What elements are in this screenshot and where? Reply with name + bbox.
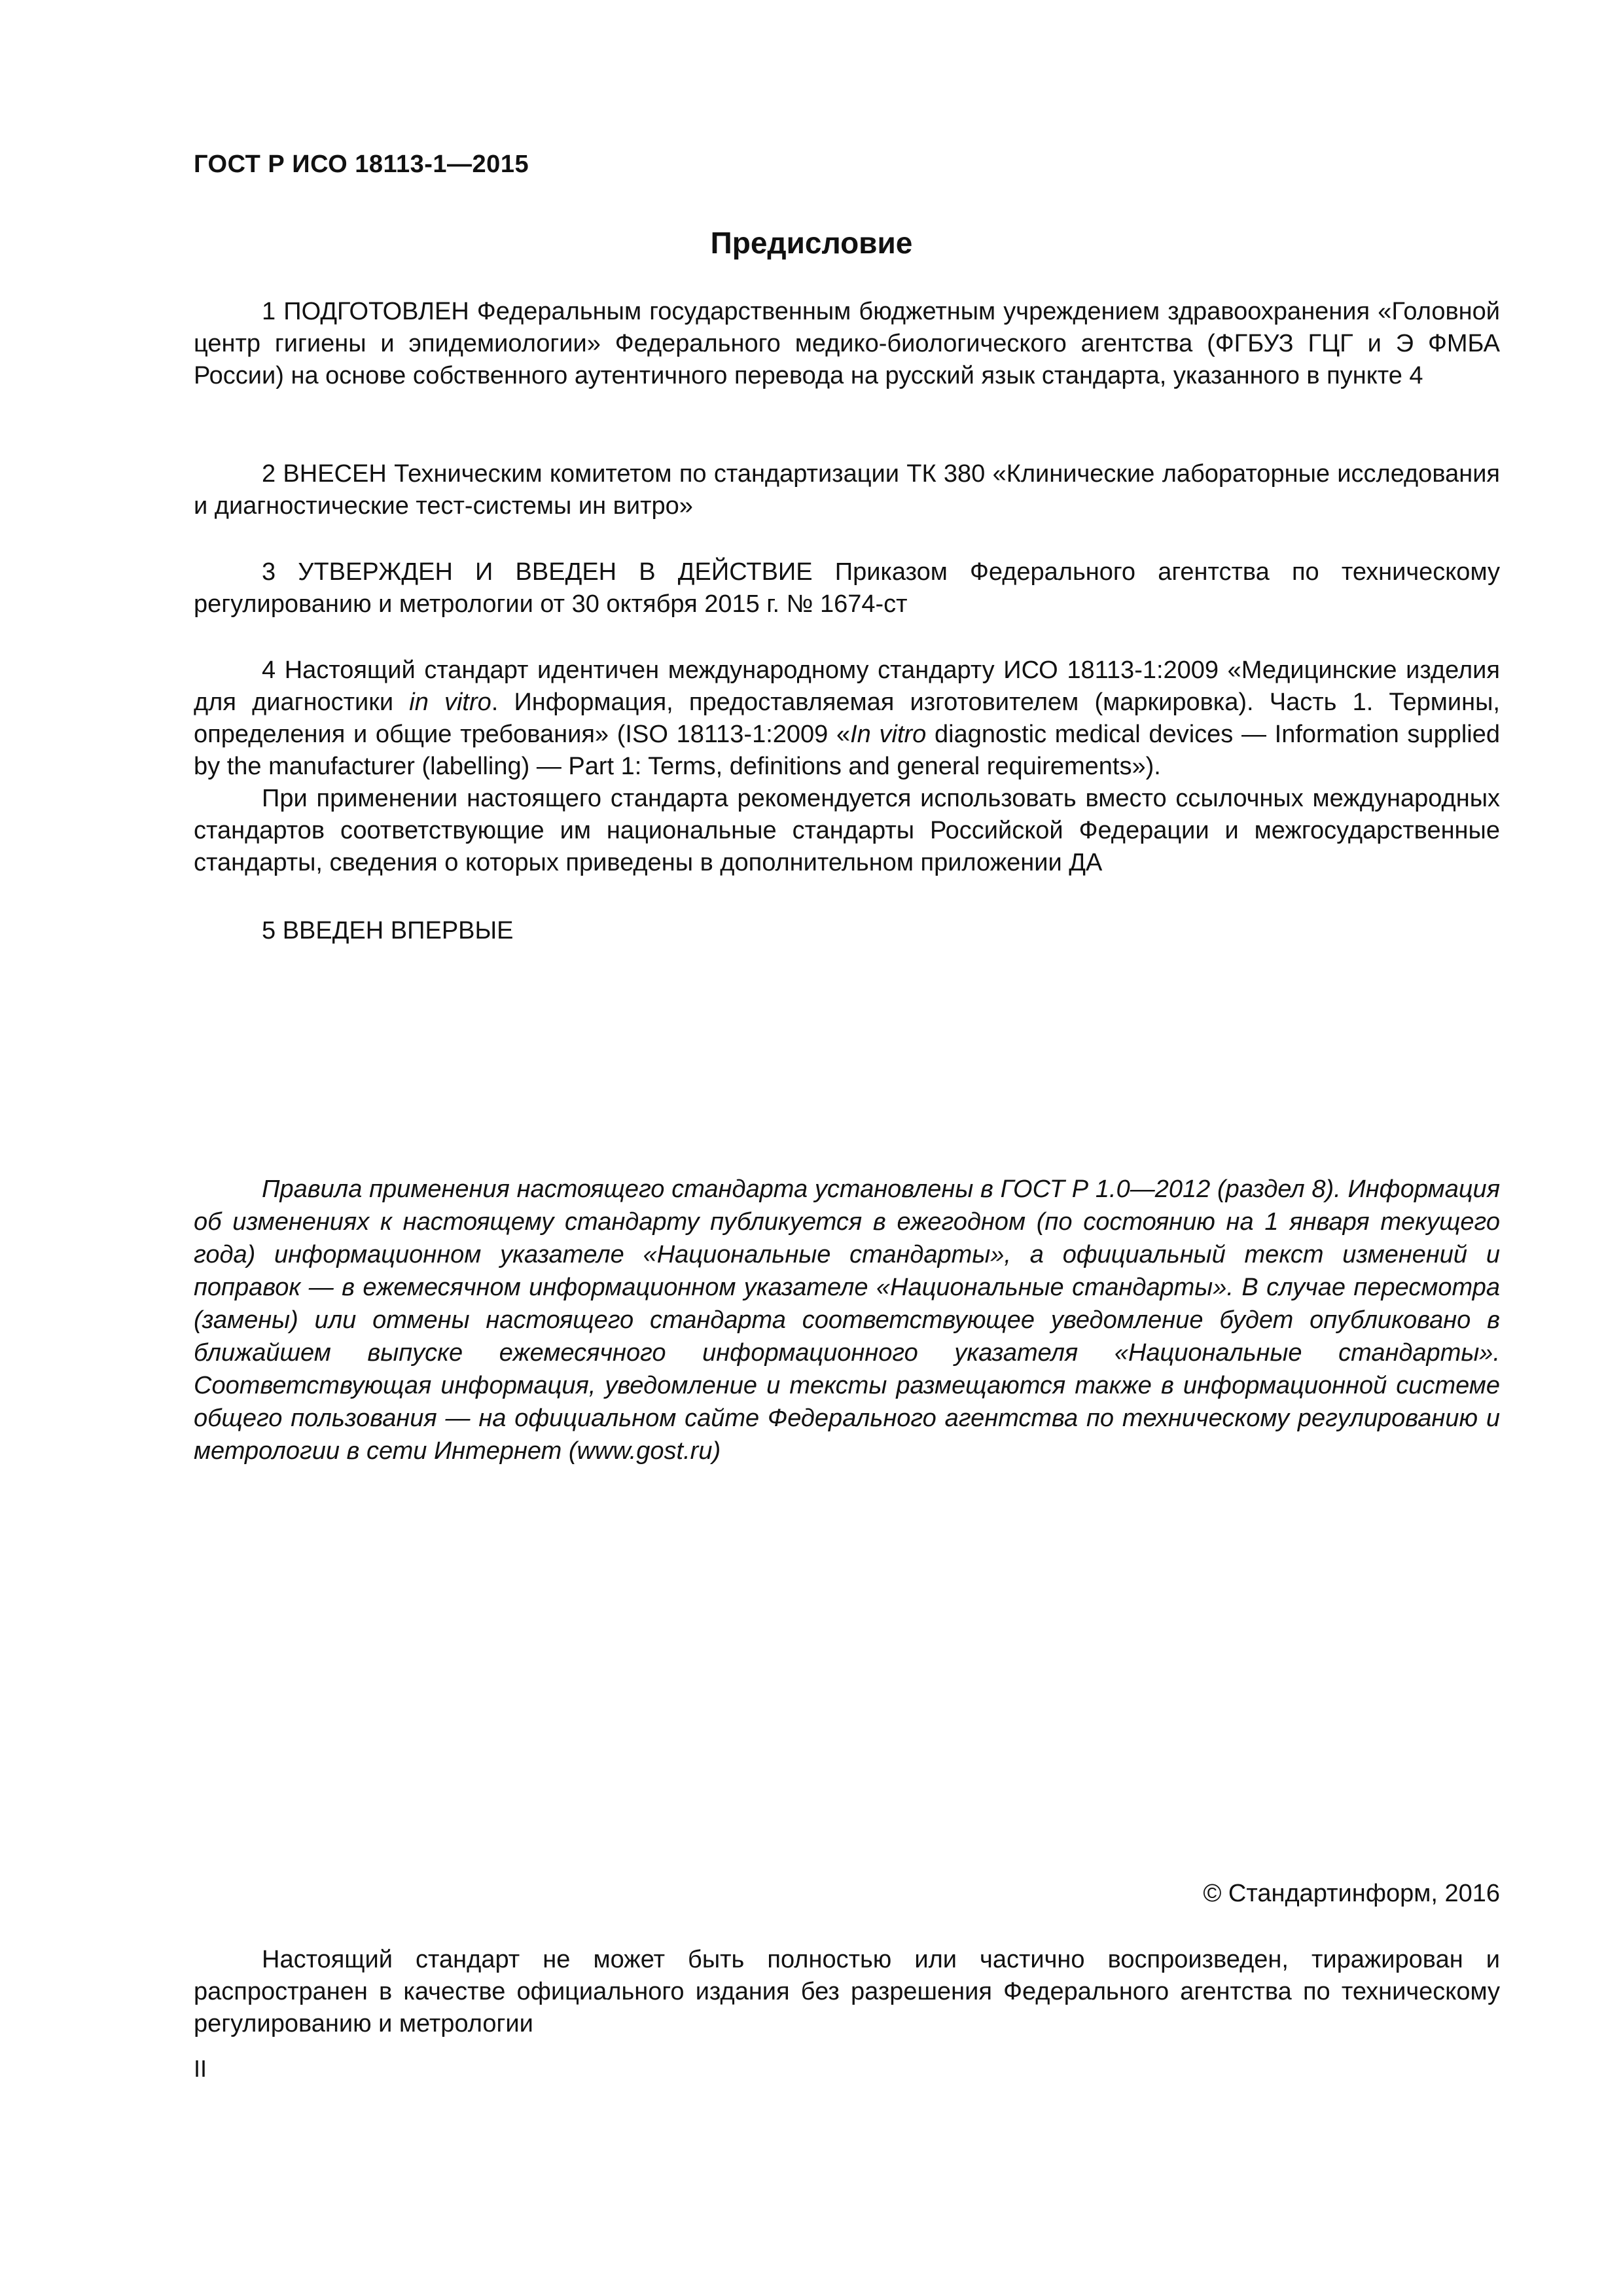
section-3-text: 3 УТВЕРЖДЕН И ВВЕДЕН В ДЕЙСТВИЕ Приказом Федерального агентства по техническому регулированию и метрологии от 30 октября 2015 г. № 1674-ст bbox=[194, 558, 1500, 618]
copyright-line: © Стандартинформ, 2016 bbox=[1203, 1880, 1500, 1907]
section-2 bbox=[194, 458, 1500, 522]
section-1-text: 1 ПОДГОТОВЛЕН Федеральным государственным бюджетным учреждением здравоохранения «Головной центр гигиены и эпидемиологии» Федерального медико-биологического агентства (ФГБУЗ ГЦГ и Э ФМБА России) на основе собственного аутентичного перевода на русский язык стандарта, указанного в пункте 4 bbox=[194, 298, 1500, 389]
section-3 bbox=[194, 556, 1500, 620]
section-4-paragraph-2: При применении настоящего стандарта рекомендуется использовать вместо ссылочных международных стандартов соответствующие им национальные стандарты Российской Федерации и межгосударственные стандарты, сведения о которых приведены в дополнительном приложении ДА bbox=[194, 785, 1500, 876]
section-5 bbox=[194, 915, 1500, 947]
section-2-text: 2 ВНЕСЕН Техническим комитетом по стандартизации ТК 380 «Клинические лабораторные исследования и диагностические тест-системы ин витро» bbox=[194, 460, 1500, 520]
application-rules-block bbox=[194, 1173, 1500, 1467]
section-4-italic-2: In vitro bbox=[850, 721, 927, 748]
section-1 bbox=[194, 296, 1500, 392]
document-code-header: ГОСТ Р ИСО 18113-1—2015 bbox=[194, 151, 529, 178]
reproduction-notice bbox=[194, 1944, 1500, 2040]
section-4-text-b: . Информация, предоставляемая изготовителем (маркировка). Часть 1. Термины, определения и общие требования» (ISO 18113-1:2009 « bbox=[194, 689, 1500, 748]
section-4-italic-1: in vitro bbox=[409, 689, 491, 716]
section-4 bbox=[194, 655, 1500, 879]
section-4-text-c: diagnostic medical devices — Information supplied by the manufacturer (labelling) — Part 1: Terms, definitions and general requirements»). bbox=[194, 721, 1500, 780]
section-4-text-a: 4 Настоящий стандарт идентичен международному стандарту ИСО 18113-1:2009 «Медицинские изделия для диагностики bbox=[194, 656, 1500, 716]
application-rules-text: Правила применения настоящего стандарта установлены в ГОСТ Р 1.0—2012 (раздел 8). Информация об изменениях к настоящему стандарту публикуется в ежегодном (по состоянию на 1 января текущего года) информационном указателе «Национальные стандарты», а официальный текст изменений и поправок — в ежемесячном информационном указателе «Национальные стандарты». В случае пересмотра (замены) или отмены настоящего стандарта соответствующее уведомление будет опубликовано в ближайшем выпуске ежемесячного информационного указателя «Национальные стандарты». Соответствующая информация, уведомление и тексты размещаются также в информационной системе общего пользования — на официальном сайте Федерального агентства по техническому регулированию и метрологии в сети Интернет (www.gost.ru) bbox=[194, 1175, 1500, 1465]
page-title: Предисловие bbox=[710, 226, 913, 260]
section-4-paragraph-1 bbox=[194, 655, 1500, 783]
reproduction-notice-text: Настоящий стандарт не может быть полностью или частично воспроизведен, тиражирован и распространен в качестве официального издания без разрешения Федерального агентства по техническому регулированию и метрологии bbox=[194, 1946, 1500, 2037]
page-number: II bbox=[194, 2055, 207, 2082]
section-5-text: 5 ВВЕДЕН ВПЕРВЫЕ bbox=[262, 917, 514, 944]
